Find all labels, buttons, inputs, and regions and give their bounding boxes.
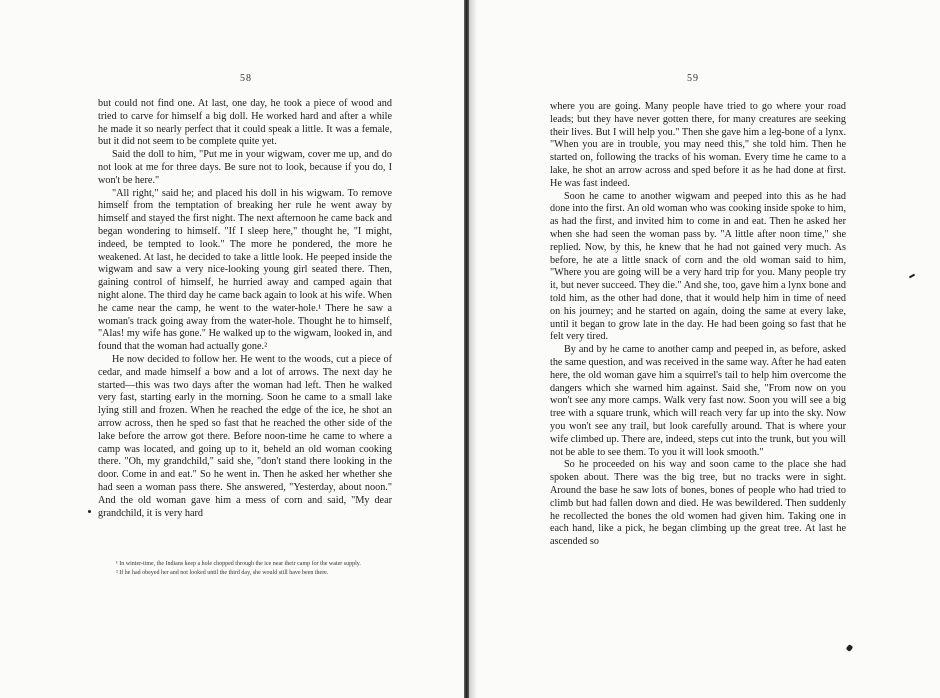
right-page-body	[550, 101, 846, 549]
page-number: 59	[687, 73, 699, 84]
paragraph: but could not find one. At last, one day, he took a piece of wood and tried to carve for himself a big doll. He worked hard and after a while he made it so nearly perfect that it could speak a little. It was a female, but it did not seem to be complete quite yet.	[98, 98, 392, 148]
page-number: 58	[240, 73, 252, 84]
footnotes	[116, 560, 396, 577]
gutter-shadow	[469, 0, 477, 698]
paragraph: Said the doll to him, "Put me in your wigwam, cover me up, and do not look at me for three days. Be sure not to look, because if you do, I won't be here."	[98, 149, 392, 186]
scan-speck	[909, 274, 915, 279]
paragraph: "All right," said he; and placed his doll in his wigwam. To remove himself from the temptation of breaking her rule he went away by himself and stayed the first night. The next afternoon he came back and began wondering to himself. "If I sleep here," thought he, "I might, indeed, be tempted to look." The more he pondered, the more he weakened. At last, he decided to take a little look. He peeped inside the wigwam and saw a very nice-looking young girl seated there. Then, gaining control of himself, he hurried away and camped again that night alone. The third day he came back again to look at his wife. When he came near the camp, he went to the water-hole.¹ There he saw a woman's track going away from the water-hole. Thought he to himself, "Alas! my wife has gone." He walked up to the wigwam, looked in, and found that the woman had actually gone.²	[98, 187, 392, 353]
paragraph: By and by he came to another camp and peeped in, as before, asked the same question, and was received in the same way. After he had eaten here, the old woman gave him a squirrel's tail to help him overcome the dangers which she warned him against. Said she, "From now on you won't see any more camps. Walk very fast now. Soon you will see a big tree with a square trunk, which will reach very far up into the sky. Now you won't see any trail, but look carefully around. That is where your wife climbed up. There are, indeed, steps cut into the trunk, but you will not be able to see them. To you it will look smooth."	[550, 344, 846, 458]
scan-speck	[88, 510, 91, 513]
left-page-body	[98, 98, 392, 520]
scan-speck	[846, 644, 854, 652]
paragraph: He now decided to follow her. He went to the woods, cut a piece of cedar, and made himself a bow and a lot of arrows. The next day he started—this was two days after the woman had left. Then he walked very fast, starting early in the morning. Soon he came to a small lake lying still and frozen. When he reached the edge of the ice, he shot an arrow across, then he sped so fast that he reached the other side of the lake before the arrow got there. Before noon-time he came to where a camp was located, and going up to it, beheld an old woman cooking there. "Oh, my grandchild," said she, "don't stand there looking in the door. Come in and eat." So he went in. Then he asked her whether she had seen a woman pass there. She answered, "Yesterday, about noon." And the old woman gave him a mess of corn and said, "My dear grandchild, it is very hard	[98, 353, 392, 519]
left-page	[0, 0, 464, 698]
paragraph: where you are going. Many people have tried to go where your road leads; but they have never gotten there, for many creatures are seeking their lives. But I will help you." Then she gave him a leg-bone of a lynx. "When you are in trouble, you may need this," she told him. Then he started on, following the tracks of his woman. Every time he came to a lake, he shot an arrow across and sped before it as he had done at first. He was fast indeed.	[550, 101, 846, 189]
paragraph: Soon he came to another wigwam and peeped into this as he had done into the first. An old woman who was cooking inside spoke to him, as had the first, and invited him to come in and eat. Then he asked her when she had seen the woman pass by. "A little after noon time," she replied. Now, by this, he knew that he had not gained very much. As before, he ate a little snack of corn and the old woman said to him, "Where you are going will be a very hard trip for you. Many people try it, but never succeed. They die." And she, too, gave him a lynx bone and told him, as the other had done, that it would help him in time of need on his journey; and he started on again, doing the same at every lake, until it began to grow late in the day. He had been going so fast that he felt very tired.	[550, 190, 846, 343]
footnote: ¹ In winter-time, the Indians keep a hole chopped through the ice near their camp for the water supply.	[116, 561, 361, 567]
footnote: ² If he had obeyed her and not looked until the third day, she would still have been there.	[116, 569, 329, 576]
paragraph: So he proceeded on his way and soon came to the place she had spoken about. There was the big tree, but no tracks were in sight. Around the base he saw lots of bones, bones of people who had tried to climb but had fallen down and died. He was bewildered. Then suddenly he recollected the bones the old women had given him. Taking one in each hand, like a pick, he began climbing up the great tree. At last he ascended so	[550, 459, 846, 548]
right-page	[477, 0, 940, 698]
